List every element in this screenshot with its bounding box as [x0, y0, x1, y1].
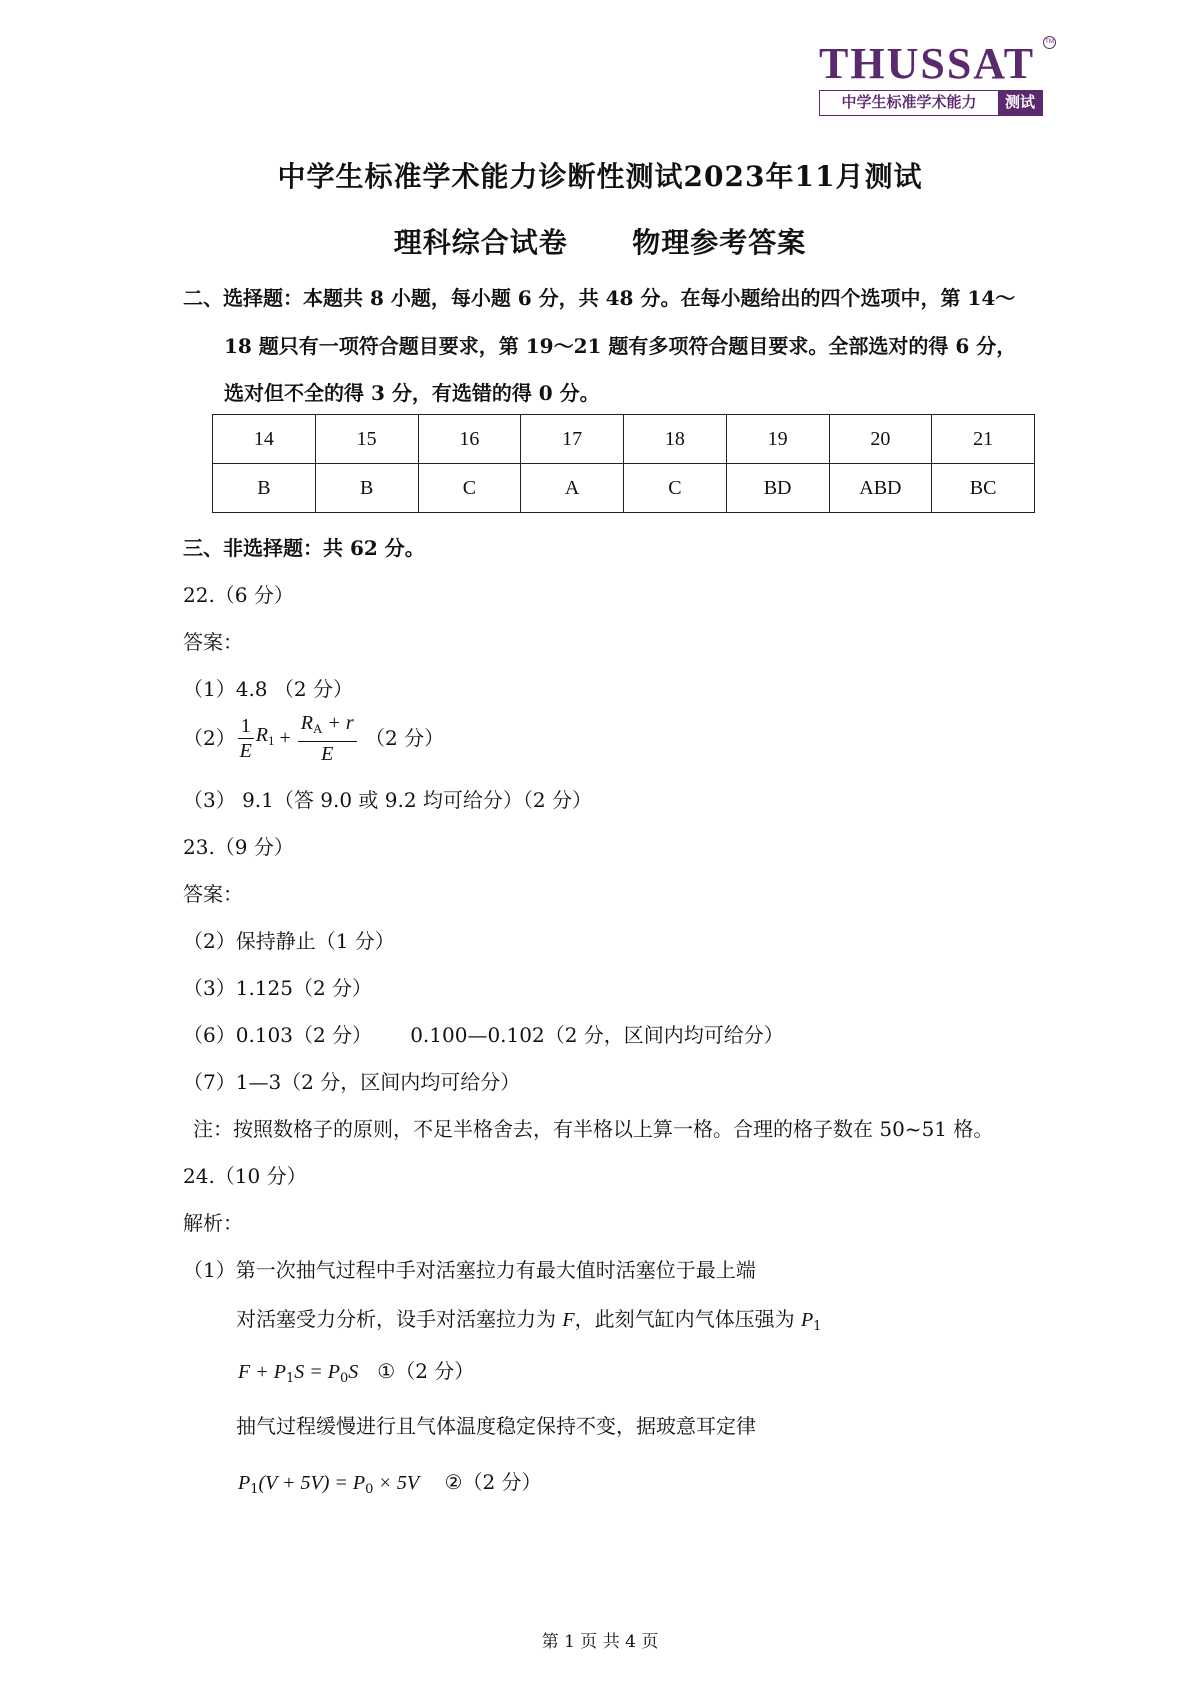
q23-note: 注：按照数格子的原则，不足半格舍去，有半格以上算一格。合理的格子数在 50~51 格。: [193, 1117, 994, 1141]
text-segment: 对活塞受力分析，设手对活塞拉力为: [236, 1307, 563, 1331]
fraction-denominator: E: [239, 739, 252, 762]
answer-cell: B: [213, 464, 316, 513]
logo-trademark: TM: [1043, 36, 1056, 49]
q23-part7: （7）1—3（2 分，区间内均可给分）: [183, 1070, 521, 1094]
q24-label: 解析：: [183, 1211, 243, 1235]
question-number: 20: [829, 415, 932, 464]
pressure-symbol: P: [800, 1309, 814, 1331]
resistance-r1: [256, 722, 275, 754]
question-number: 21: [932, 415, 1035, 464]
question-number: 14: [213, 415, 316, 464]
section3-heading: 三、非选择题：共 62 分。: [183, 536, 425, 560]
q23-part3: （3）1.125（2 分）: [183, 976, 373, 1000]
section2-line2: 18 题只有一项符合题目要求，第 19～21 题有多项符合题目要求。全部选对的得 6 分，: [224, 334, 1017, 358]
q24-header: 24.（10 分）: [183, 1164, 307, 1188]
logo-subtitle-bar: [819, 90, 1043, 116]
question-number: 15: [315, 415, 418, 464]
equation-tag: ①（2 分）: [358, 1359, 475, 1383]
q22-label: 答案：: [183, 630, 243, 654]
logo-subtitle-tag: 测试: [998, 91, 1042, 115]
fraction-numerator: 1: [238, 714, 254, 739]
q22-part2-score: （2 分）: [358, 726, 445, 750]
fraction-numerator-rest: + r: [322, 711, 354, 734]
thussat-logo: [817, 36, 1054, 116]
page-footer: 第 1 页 共 4 页: [541, 1632, 659, 1652]
equation-subscript: 0: [365, 1482, 374, 1497]
plus-sign: +: [274, 727, 296, 749]
q22-part1: （1）4.8 （2 分）: [183, 677, 353, 701]
answer-cell: ABD: [829, 464, 932, 513]
answer-cell: C: [418, 464, 521, 513]
fraction-denominator: E: [321, 742, 334, 765]
fraction-ra-plus-r-over-e: [298, 711, 357, 766]
section2-line1: 二、选择题：本题共 8 小题，每小题 6 分，共 48 分。在每小题给出的四个选项中，第 14～: [183, 286, 1016, 310]
question-number: 18: [624, 415, 727, 464]
text-segment: ，此刻气缸内气体压强为: [574, 1307, 801, 1331]
q22-header: 22.（6 分）: [183, 583, 294, 607]
fraction-one-over-e: [238, 714, 254, 763]
q23-label: 答案：: [183, 882, 243, 906]
q23-part2: （2）保持静止（1 分）: [183, 929, 395, 953]
q24-part1: （1）第一次抽气过程中手对活塞拉力有最大值时活塞位于最上端: [183, 1258, 756, 1282]
q24-equation-1: [238, 1358, 474, 1392]
pressure-subscript: 1: [813, 1319, 822, 1334]
answer-cell: BD: [726, 464, 829, 513]
q23-header: 23.（9 分）: [183, 835, 294, 859]
equation-segment: S: [348, 1361, 359, 1383]
question-number: 17: [521, 415, 624, 464]
equation-subscript: 0: [339, 1371, 349, 1386]
equation-tag: ②（2 分）: [419, 1470, 542, 1494]
resistance-subscript: 1: [267, 733, 275, 748]
resistance-symbol: R: [255, 724, 268, 746]
q24-boyle-law: 抽气过程缓慢进行且气体温度稳定保持不变，据玻意耳定律: [236, 1414, 756, 1438]
equation-subscript: 1: [285, 1371, 295, 1386]
logo-subtitle: 中学生标准学术能力: [841, 93, 977, 111]
section2-line3: 选对但不全的得 3 分，有选错的得 0 分。: [224, 381, 600, 405]
question-number: 19: [726, 415, 829, 464]
resistance-subscript: A: [312, 720, 323, 736]
equation-segment: (V + 5V) = P: [258, 1472, 366, 1494]
equation-segment: × 5V: [373, 1472, 420, 1494]
equation-segment: P: [238, 1472, 251, 1494]
answer-cell: C: [624, 464, 727, 513]
document-subtitle: 理科综合试卷 物理参考答案: [393, 226, 807, 259]
logo-brand-text: THUSSAT: [819, 39, 1036, 88]
question-number-row: [213, 415, 1035, 464]
answer-table: [212, 414, 1035, 513]
q22-part2-prefix: （2）: [183, 726, 236, 750]
equation-subscript: 1: [250, 1482, 259, 1497]
q24-equation-2: [238, 1469, 542, 1503]
q22-part3: （3） 9.1（答 9.0 或 9.2 均可给分）（2 分）: [183, 788, 593, 812]
answer-cell: BC: [932, 464, 1035, 513]
document-title: 中学生标准学术能力诊断性测试2023年11月测试: [277, 160, 923, 193]
force-symbol: F: [562, 1309, 575, 1331]
answer-cell: A: [521, 464, 624, 513]
equation-segment: S = P: [294, 1361, 340, 1383]
equation-segment: F + P: [238, 1361, 286, 1383]
answer-cell: B: [315, 464, 418, 513]
q24-force-analysis: [236, 1306, 821, 1340]
q22-part2: [183, 712, 444, 764]
fraction-numerator: [298, 711, 357, 742]
answer-row: [213, 464, 1035, 513]
q23-part6: （6）0.103（2 分） 0.100—0.102（2 分，区间内均可给分）: [183, 1023, 784, 1047]
question-number: 16: [418, 415, 521, 464]
resistance-symbol: R: [300, 711, 313, 734]
